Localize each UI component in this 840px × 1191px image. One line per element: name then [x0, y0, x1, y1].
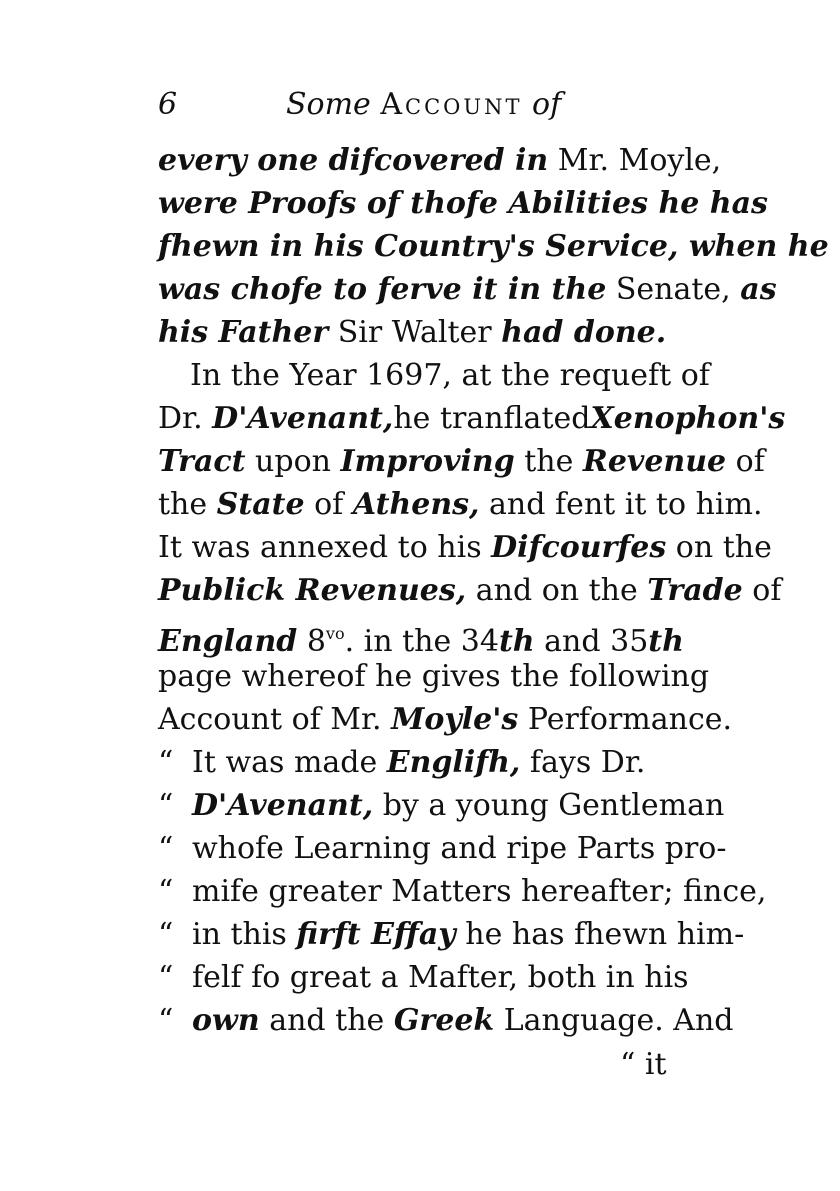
page-number: 6: [158, 87, 178, 122]
text-run: Account: [380, 87, 523, 122]
text-line: [158, 484, 763, 526]
text-run: State: [216, 487, 305, 522]
text-run: the: [514, 444, 583, 479]
text-run: of: [532, 87, 562, 122]
quoted-line: [158, 742, 698, 784]
text-run: his Father: [158, 315, 329, 350]
text-run: “: [158, 745, 174, 780]
text-run: and the: [259, 1003, 394, 1038]
text-run: page whereof he gives the following: [158, 659, 710, 694]
text-run: Dr.: [158, 401, 213, 436]
text-run: “: [158, 1003, 174, 1038]
text-run: in this: [192, 917, 297, 952]
text-line: [158, 312, 698, 354]
text-run: Tract: [158, 444, 246, 479]
text-run: “: [158, 917, 174, 952]
quoted-line: [158, 785, 725, 827]
text-run: “: [158, 788, 174, 823]
text-run: Moyle's: [391, 702, 519, 737]
text-run: had done.: [501, 315, 667, 350]
text-run: Englifh,: [386, 745, 521, 780]
text-run: Some: [286, 87, 371, 122]
quoted-line: [158, 871, 767, 913]
text-run: upon: [245, 444, 341, 479]
text-run: fays Dr.: [520, 745, 646, 780]
text-run: Xenophon's: [590, 401, 786, 436]
text-run: and 35: [534, 624, 649, 659]
text-run: on the: [666, 530, 772, 565]
text-run: of: [304, 487, 353, 522]
text-run: he tranflated: [393, 401, 591, 436]
text-run: Senate,: [606, 272, 741, 307]
text-run: Sir Walter: [328, 315, 502, 350]
text-run: felf fo great a Mafter, both in his: [192, 960, 689, 995]
text-run: England: [158, 624, 298, 659]
text-run: and on the: [466, 573, 648, 608]
text-line: [158, 570, 782, 612]
text-run: Trade: [647, 573, 743, 608]
quoted-line: [158, 914, 745, 956]
text-run: Athens,: [352, 487, 480, 522]
paragraph-start: [190, 355, 710, 397]
text-run: th: [648, 624, 684, 659]
running-title: [286, 84, 561, 126]
text-run: as: [740, 272, 777, 307]
text-run: . in the 34: [344, 624, 499, 659]
text-run: own: [192, 1003, 260, 1038]
quoted-line: [158, 957, 698, 999]
quoted-line: [158, 1000, 734, 1042]
text-run: Greek: [393, 1003, 495, 1038]
text-line: [158, 398, 786, 440]
text-run: every one difcovered in: [158, 143, 549, 178]
text-line: [158, 140, 722, 182]
text-run: the: [158, 487, 217, 522]
text-run: It was made: [192, 745, 387, 780]
text-run: Performance.: [518, 702, 733, 737]
text-run: Publick Revenues,: [158, 573, 467, 608]
text-run: In the Year 1697, at the requeft of: [190, 358, 710, 393]
text-run: fhewn in his Country's Service, when he: [158, 229, 829, 264]
text-run: firft Effay: [296, 917, 456, 952]
text-run: “: [158, 960, 174, 995]
text-run: of: [742, 573, 782, 608]
text-run: whofe Learning and ripe Parts pro-: [192, 831, 727, 866]
catchword: [620, 1044, 700, 1086]
text-run: “: [158, 831, 174, 866]
text-line: [158, 183, 768, 225]
text-run: and fent it to him.: [479, 487, 763, 522]
text-run: D'Avenant,: [212, 401, 394, 436]
text-run: Difcourfes: [491, 530, 667, 565]
text-run: It was annexed to his: [158, 530, 492, 565]
text-line: [158, 269, 777, 311]
text-run: by a young Gentleman: [373, 788, 725, 823]
text-run: “: [158, 874, 174, 909]
text-run: was chofe to ferve it in the: [158, 272, 607, 307]
text-run: 8: [297, 624, 326, 659]
text-run: it: [644, 1047, 667, 1082]
text-line: [158, 441, 765, 483]
quoted-line: [158, 828, 727, 870]
text-run: were Proofs of thofe Abilities he has: [158, 186, 768, 221]
text-run: Mr. Moyle,: [548, 143, 722, 178]
text-run: “: [620, 1047, 636, 1082]
text-line: [158, 656, 710, 698]
text-run: mife greater Matters hereafter; fince,: [192, 874, 767, 909]
text-run: th: [498, 624, 535, 659]
text-line: [158, 527, 772, 569]
text-run: Improving: [340, 444, 515, 479]
text-run: Language. And: [494, 1003, 734, 1038]
text-run: vo: [325, 624, 345, 643]
text-run: of: [726, 444, 765, 479]
text-run: Revenue: [582, 444, 727, 479]
text-line: [158, 226, 829, 268]
text-run: he has fhewn him-: [455, 917, 745, 952]
text-run: Account of Mr.: [158, 702, 392, 737]
text-line: [158, 699, 733, 741]
text-run: D'Avenant,: [192, 788, 374, 823]
